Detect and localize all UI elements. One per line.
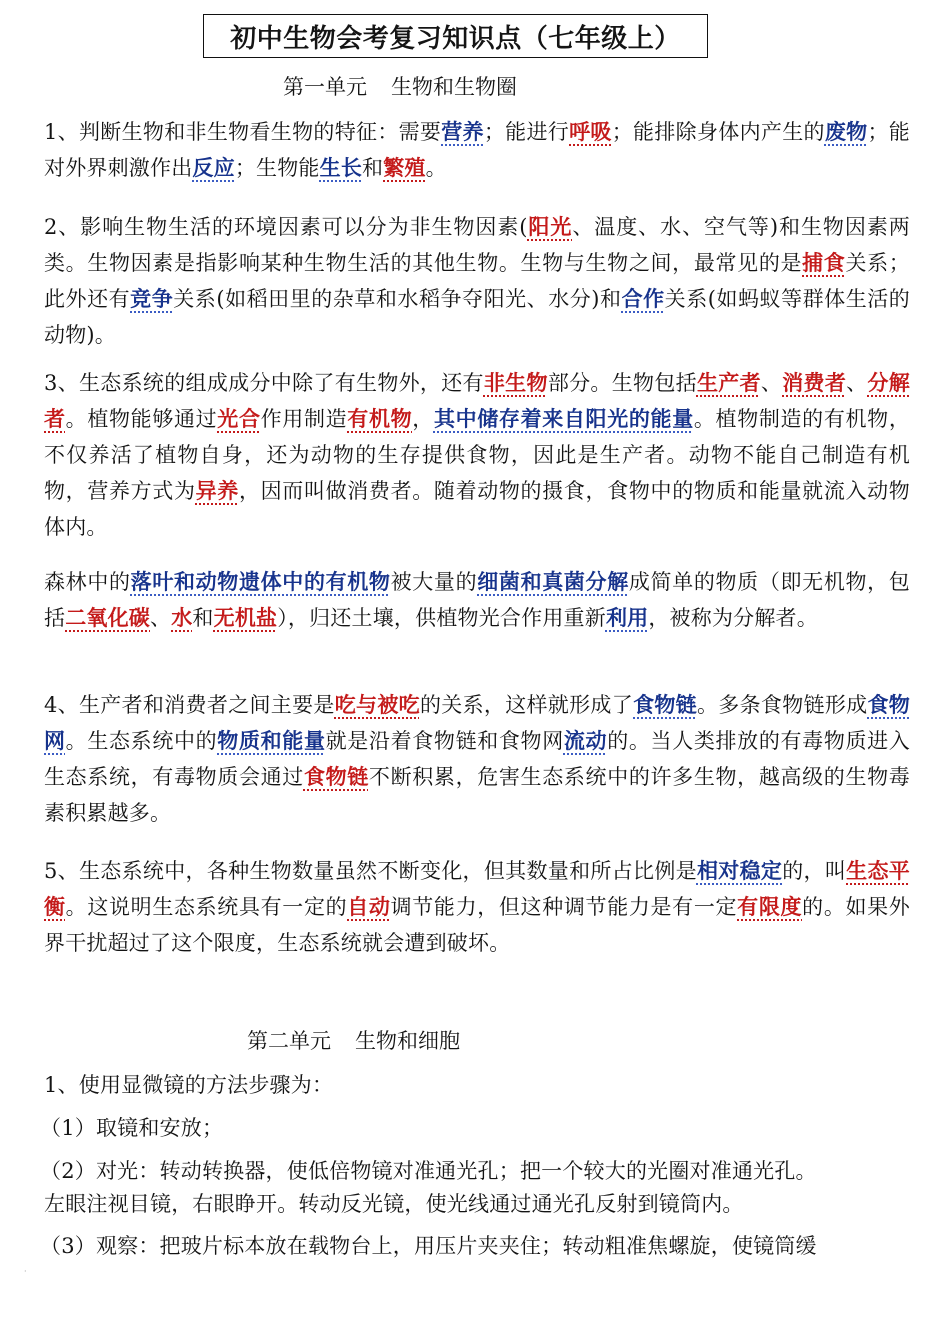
unit2-heading-topic: 生物和细胞 bbox=[355, 1029, 460, 1053]
keyword-red: 生产者 bbox=[696, 370, 761, 395]
keyword-red: 生态平衡 bbox=[44, 858, 910, 920]
text-run: 不断积累，危害生态系统中的许多生物，越高级的生物毒素积累越多。 bbox=[44, 765, 910, 826]
text-run: 的关系，这样就形成了 bbox=[419, 693, 634, 717]
unit2-step-2-line-2: 左眼注视目镜，右眼睁开。转动反光镜，使光线通过通光孔反射到镜筒内。 bbox=[44, 1192, 744, 1216]
text-run: 2、影响生物生活的环境因素可以分为非生物因素( bbox=[44, 215, 528, 239]
text-run: 的。当人类排放的有毒物质进入生态系统，有毒物质会通过 bbox=[44, 729, 911, 790]
keyword-blue: 生长 bbox=[319, 155, 363, 181]
text-run: 4、生产者和消费者之间主要是 bbox=[44, 693, 335, 717]
keyword-red: 自动 bbox=[347, 894, 391, 920]
unit2-item-1: 1、使用显微镜的方法步骤为： bbox=[44, 1073, 334, 1097]
paragraph-2 bbox=[44, 209, 910, 353]
text-run: 的。如果外界干扰超过了这个限度，生态系统就会遭到破坏。 bbox=[44, 895, 910, 956]
keyword-blue: 流动 bbox=[563, 728, 608, 754]
keyword-red: 非生物 bbox=[483, 370, 548, 395]
keyword-blue: 利用 bbox=[605, 605, 649, 631]
text-run: 作用制造 bbox=[260, 407, 348, 432]
unit1-heading bbox=[283, 71, 517, 101]
text-run: 和 bbox=[192, 606, 214, 631]
keyword-blue: 细菌和真菌分解 bbox=[477, 569, 629, 594]
paragraph-6 bbox=[44, 853, 910, 961]
keyword-red: 捕食 bbox=[802, 250, 846, 276]
text-run: 3、生态系统的组成成分中除了有生物外，还有 bbox=[44, 371, 484, 395]
keyword-blue: 相对稳定 bbox=[696, 858, 783, 883]
unit1-heading-number: 第一单元 bbox=[283, 75, 367, 99]
paragraph-5 bbox=[44, 687, 910, 831]
text-run: 关系(如稻田里的杂草和水稻争夺阳光、水分)和 bbox=[173, 287, 622, 312]
keyword-red: 无机盐 bbox=[213, 605, 278, 631]
text-run: 和 bbox=[362, 156, 384, 181]
unit1-heading-topic: 生物和生物圈 bbox=[391, 75, 517, 99]
text-run: 、 bbox=[760, 371, 783, 395]
text-run: ；能进行 bbox=[483, 120, 570, 144]
keyword-blue: 营养 bbox=[441, 119, 484, 144]
keyword-blue: 其中储存着来自阳光的能量 bbox=[433, 406, 694, 432]
unit2-heading-number: 第二单元 bbox=[247, 1029, 331, 1053]
keyword-blue: 竞争 bbox=[130, 286, 174, 312]
keyword-red: 水 bbox=[171, 605, 193, 631]
text-run: 。多条食物链形成 bbox=[697, 693, 868, 717]
keyword-red: 吃与被吃 bbox=[334, 692, 420, 717]
text-run: 部分。生物包括 bbox=[547, 371, 697, 395]
keyword-red: 呼吸 bbox=[569, 119, 612, 144]
text-run: ；能对外界刺激作出 bbox=[44, 120, 910, 181]
keyword-red: 异养 bbox=[195, 478, 239, 504]
keyword-blue: 合作 bbox=[621, 286, 665, 312]
keyword-blue: 废物 bbox=[824, 119, 868, 144]
unit2-step-2-line-1: （2）对光：转动转换器，使低倍物镜对准通光孔；把一个较大的光圈对准通光孔。 bbox=[40, 1159, 817, 1183]
text-run: 。这说明生态系统具有一定的 bbox=[65, 895, 348, 920]
keyword-red: 有限度 bbox=[737, 894, 803, 920]
paragraph-4 bbox=[44, 564, 910, 636]
text-run: 5、生态系统中，各种生物数量虽然不断变化，但其数量和所占比例是 bbox=[44, 859, 697, 883]
text-run: ， bbox=[412, 407, 434, 432]
text-run: ，被称为分解者。 bbox=[648, 606, 818, 631]
text-run: 。 bbox=[425, 156, 447, 181]
text-run: ；生物能 bbox=[234, 156, 320, 181]
text-run: 就是沿着食物链和食物网 bbox=[325, 729, 564, 754]
keyword-blue: 食物网 bbox=[44, 692, 910, 754]
paragraph-3 bbox=[44, 365, 910, 546]
text-run: 的，叫 bbox=[782, 859, 847, 883]
text-run: 、温度、水、空气等)和生物因素两类。生物因素是指影响某种生物生活的其他生物。生物与生物之间，最常见的是 bbox=[44, 215, 910, 276]
keyword-red: 分解者 bbox=[44, 370, 910, 432]
text-run: 调节能力，但这种调节能力是有一定 bbox=[390, 895, 738, 920]
keyword-red: 二氧化碳 bbox=[65, 605, 151, 631]
document-title: 初中生物会考复习知识点（七年级上） bbox=[203, 14, 708, 58]
keyword-blue: 食物链 bbox=[633, 692, 697, 717]
keyword-red: 有机物 bbox=[347, 406, 413, 432]
text-run: ），归还土壤，供植物光合作用重新 bbox=[277, 606, 606, 631]
unit2-step-1: （1）取镜和安放； bbox=[40, 1116, 224, 1140]
text-run: 森林中的 bbox=[44, 570, 131, 594]
keyword-blue: 反应 bbox=[192, 155, 235, 181]
keyword-blue: 物质和能量 bbox=[217, 728, 326, 754]
text-run: ；能排除身体内产生的 bbox=[611, 120, 825, 144]
unit2-heading bbox=[247, 1025, 460, 1055]
paragraph-1 bbox=[44, 114, 910, 186]
keyword-red: 繁殖 bbox=[383, 155, 426, 181]
keyword-red: 光合 bbox=[217, 406, 261, 432]
text-run: 成简单的物质（即无机物，包括 bbox=[44, 570, 910, 631]
unit2-step-3: （3）观察：把玻片标本放在载物台上，用压片夹夹住；转动粗准焦螺旋，使镜筒缓 bbox=[40, 1234, 817, 1258]
text-run: ，因而叫做消费者。随着动物的摄食，食物中的物质和能量就流入动物体内。 bbox=[44, 479, 910, 540]
text-run: 。生态系统中的 bbox=[65, 729, 218, 754]
text-run: 。植物制造的有机物，不仅养活了植物自身，还为动物的生存提供食物，因此是生产者。动物不能自己制造有机物，营养方式为 bbox=[44, 407, 911, 504]
text-run: 1、判断生物和非生物看生物的特征：需要 bbox=[44, 120, 442, 144]
keyword-red: 消费者 bbox=[782, 370, 847, 395]
margin-mark: · bbox=[24, 1267, 27, 1276]
keyword-red: 食物链 bbox=[303, 764, 369, 790]
text-run: 被大量的 bbox=[390, 570, 478, 594]
text-run: 关系；此外还有 bbox=[44, 251, 910, 312]
text-run: 。植物能够通过 bbox=[65, 407, 218, 432]
keyword-red: 阳光 bbox=[527, 214, 573, 239]
keyword-blue: 落叶和动物遗体中的有机物 bbox=[130, 569, 391, 594]
text-run: 、 bbox=[846, 371, 868, 395]
text-run: 、 bbox=[150, 606, 172, 631]
text-run: 关系(如蚂蚁等群体生活的动物)。 bbox=[44, 287, 911, 348]
